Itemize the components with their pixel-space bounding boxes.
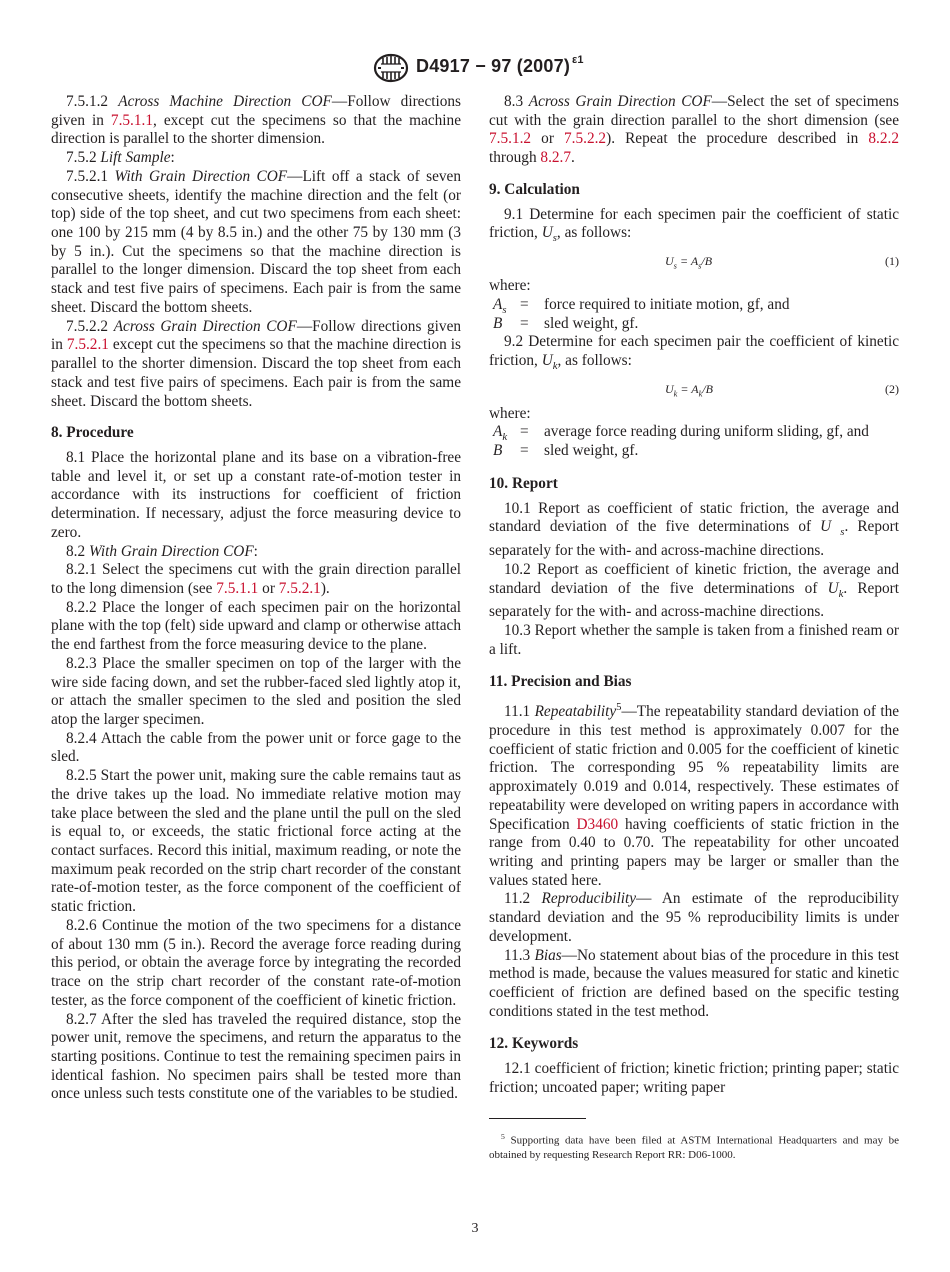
left-column [51, 93, 461, 1104]
paragraph-7-5-2-1: 7.5.2.1 With Grain Direction COF—Lift off a stack of seven consecutive sheets, identify the machine direction and the felt (or top) side of the top sheet, and cut two specimens from each sheet: one 100 by 215 mm (4 by 8.5 in.) and the other 75 by 130 mm (3 by 5 in.). Cut the specimens so that the machine direction is parallel to the longer dimension. Discard the top sheet from each stack and test five pairs of specimens. Each pair is from the same sheet. Discard the bottom sheets. [51, 167, 461, 316]
paragraph-8-2-4: 8.2.4 Attach the cable from the power unit or force gage to the sled. [51, 729, 461, 766]
paragraph-10-3: 10.3 Report whether the sample is taken from a finished ream or a lift. [489, 622, 899, 658]
footnote-text: $^5$ Supporting data have been filed at ASTM International Headquarters and may be obtained by requesting Research Report RR: D06-1000. [489, 1132, 899, 1161]
epsilon-superscript: ε1 [572, 54, 584, 66]
where-label: where: [489, 404, 531, 422]
ref-link-7-5-2-1[interactable]: 7.5.2.1 [66, 336, 109, 354]
equation-2 [489, 376, 899, 401]
paragraph-9-2: 9.2 Determine for each specimen pair the coefficient of kinetic friction, $U_k$, as follows: [489, 333, 899, 372]
definition-b: B = sled weight, gf. [493, 314, 639, 332]
section-heading-calculation: 9. Calculation [489, 180, 580, 198]
paragraph-8-2-2: 8.2.2 Place the longer of each specimen pair on the horizontal plane with the top (felt) side upward and clamp or otherwise attach the end farthest from the force measuring device to the plane. [51, 598, 461, 654]
definitions-2 [489, 405, 899, 461]
ref-link-7-5-1-2[interactable]: 7.5.1.2 [489, 130, 532, 148]
paragraph-8-2-1: 8.2.1 Select the specimens cut with the grain direction parallel to the long dimension (see 7.5.1.1 or 7.5.2.1). [51, 561, 461, 597]
right-column [489, 93, 899, 1098]
paragraph-7-5-1-2: 7.5.1.2 Across Machine Direction COF—Follow directions given in 7.5.1.1, except cut the specimens so that the machine direction is parallel to the shorter dimension. [51, 93, 461, 148]
paragraph-8-1: 8.1 Place the horizontal plane and its base on a vibration-free table and level it, or set up a constant rate-of-motion tester in accordance with its instructions for coefficient of friction determination. If necessary, adjust the force measuring device to zero. [51, 448, 461, 541]
where-label: where: [489, 277, 531, 295]
ref-link-7-5-1-1[interactable]: 7.5.1.1 [216, 579, 259, 597]
paragraph-10-2: 10.2 Report as coefficient of kinetic friction, the average and standard deviation of the five determinations of $U_k$. Report separately for the with- and across-machine directions. [489, 560, 899, 621]
footnote [489, 1130, 899, 1162]
ref-link-7-5-2-1[interactable]: 7.5.2.1 [278, 579, 321, 597]
section-heading-report: 10. Report [489, 474, 558, 492]
equation-1 [489, 248, 899, 273]
paragraph-7-5-2: 7.5.2 Lift Sample: [66, 149, 175, 167]
equation-2-formula: $U_k = A_k/B$ [665, 381, 713, 399]
footnote-divider [489, 1118, 586, 1119]
paragraph-8-2-7: 8.2.7 After the sled has traveled the required distance, stop the power unit, remove the specimens, and return the apparatus to the starting positions. Continue to test the remaining specimen pairs in identical fashion. No specimen pairs shall be tested more than once unless such tests constitute one of the variables to be studied. [51, 1010, 461, 1103]
ref-link-7-5-2-2[interactable]: 7.5.2.2 [564, 130, 607, 148]
paragraph-11-2: 11.2 Reproducibility— An estimate of the reproducibility standard deviation and the 95 % reproducibility limits is under development. [489, 890, 900, 945]
ref-link-8-2-2[interactable]: 8.2.2 [868, 130, 899, 148]
definitions-1 [489, 277, 899, 333]
paragraph-10-1: 10.1 Report as coefficient of static friction, the average and standard deviation of the five determinations of U $_s$. Report separately for the with- and across-machine directions. [489, 499, 899, 560]
paragraph-9-1: 9.1 Determine for each specimen pair the coefficient of static friction, $U_s$, as follows: [489, 205, 899, 245]
astm-logo-icon [373, 53, 409, 83]
equation-1-number: (1) [885, 254, 899, 269]
paragraph-8-2-3: 8.2.3 Place the smaller specimen on top of the larger with the wire side facing down, and set the rubber-faced sled lightly atop it, or attach the smaller specimen to the sled and position the sled atop the larger specimen. [51, 654, 461, 728]
page-header [0, 50, 950, 86]
paragraph-8-2: 8.2 With Grain Direction COF: [66, 542, 258, 560]
section-heading-keywords: 12. Keywords [489, 1035, 579, 1053]
paragraph-7-5-2-2: 7.5.2.2 Across Grain Direction COF—Follow directions given in 7.5.2.1 except cut the specimens so that the machine direction is parallel to the shorter dimension. Discard the top sheet from each stack and test five pairs of specimens. Each pair is from the same sheet. Discard the bottom sheets. [51, 317, 462, 410]
section-heading-procedure: 8. Procedure [51, 424, 134, 442]
footnote-marker: 5 [616, 701, 622, 714]
definition-as: $A_s$ = force required to initiate motion, gf, and [493, 295, 790, 316]
ref-link-8-2-7[interactable]: 8.2.7 [540, 149, 572, 167]
ref-link-d3460[interactable]: D3460 [576, 815, 619, 833]
definition-ak: $A_k$ = average force reading during uniform sliding, gf, and [493, 423, 869, 444]
ref-link-7-5-1-1[interactable]: 7.5.1.1 [110, 111, 153, 129]
paragraph-8-2-5: 8.2.5 Start the power unit, making sure the cable remains taut as the drive takes up the load. No immediate relative motion may take place between the sled and the plane until the pull on the sled is equal to, or exceeds, the static frictional force acting at the contact surfaces. Record this initial, maximum reading, or note the maximum peak recorded on the strip chart recorder of the constant rate-of-motion tester, as the force component of the coefficient of static friction. [51, 767, 461, 916]
equation-2-number: (2) [885, 381, 899, 396]
equation-1-formula: $U_s = A_s/B$ [665, 254, 713, 271]
paragraph-11-1: 11.1 Repeatability$^5$—The repeatability standard deviation of the procedure in this test method is approximately 0.007 for the coefficient of static friction and 0.005 for the coefficient of kinetic friction. The corresponding 95 % repeatability limits are approximately 0.019 and 0.014, respectively. These estimates of repeatability were developed on writing papers in accordance with Specification D3460 having coefficients of static friction in the range from 0.40 to 0.70. The repeatability for other uncoated writing and printing papers may be larger or smaller than the values stated here. [489, 701, 900, 889]
definition-b: B = sled weight, gf. [493, 442, 639, 460]
paragraph-11-3: 11.3 Bias—No statement about bias of the procedure in this test method is made, because the values measured for static and kinetic coefficient of friction are defined based on the specific testing conditions stated in the test method. [489, 946, 900, 1020]
section-heading-precision-and-bias: 11. Precision and Bias [489, 673, 632, 691]
standard-designation: D4917 − 97 (2007) $^{\varepsilon 1}$ [416, 54, 584, 76]
page-number: 3 [471, 1221, 479, 1236]
paragraph-8-2-6: 8.2.6 Continue the motion of the two specimens for a distance of about 130 mm (5 in.). Record the average force reading during this period, or obtain the average force by integrating the recorded trace on the strip chart recorder of the constant rate-of-motion tester, as the force component of the coefficient of kinetic friction. [51, 916, 461, 1009]
paragraph-12-1: 12.1 coefficient of friction; kinetic friction; printing paper; static friction; uncoated paper; writing paper [489, 1060, 899, 1096]
paragraph-8-3: 8.3 Across Grain Direction COF—Select the set of specimens cut with the grain direction parallel to the short dimension (see 7.5.1.2 or 7.5.2.2). Repeat the procedure described in 8.2.2 through 8.2.7. [489, 93, 899, 167]
